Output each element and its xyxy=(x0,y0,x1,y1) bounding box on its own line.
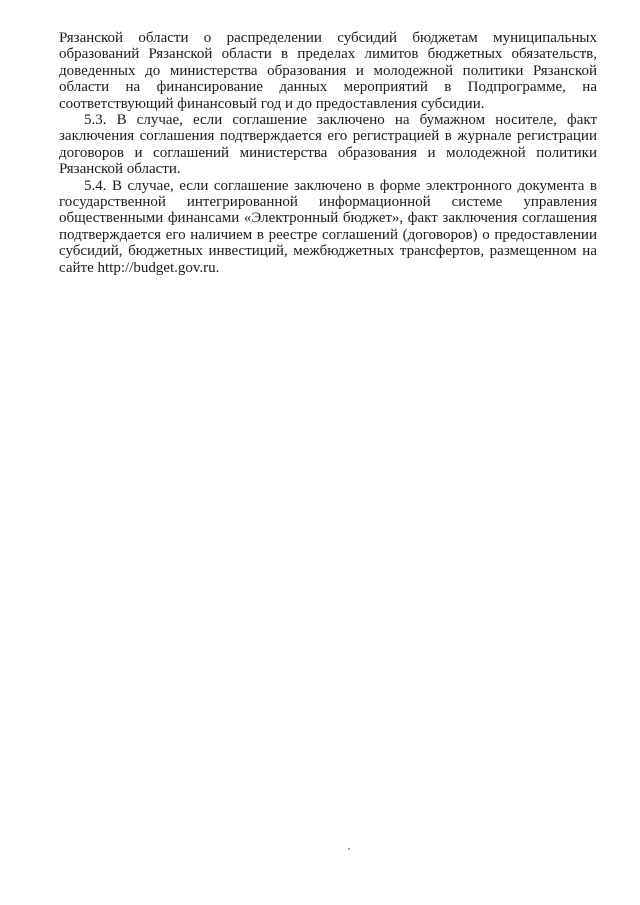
scan-speck xyxy=(348,848,350,850)
paragraph-5-3: 5.3. В случае, если соглашение заключено на бумажном носителе, факт заключения соглашения подтверждается его регистрацией в журнале регистрации договоров и соглашений министерства образования и молодежной политики Рязанской области. xyxy=(59,112,597,178)
paragraph-continuation: Рязанской области о распределении субсидий бюджетам муниципальных образований Рязанской области в пределах лимитов бюджетных обязательств, доведенных до министерства образования и молодежной политики Рязанской области на финансирование данных мероприятий в Подпрограмме, на соответствующий финансовый год и до предоставления субсидии. xyxy=(59,30,597,112)
document-page xyxy=(59,30,597,276)
paragraph-5-4: 5.4. В случае, если соглашение заключено в форме электронного документа в государственной интегрированной информационной системе управления общественными финансами «Электронный бюджет», факт заключения соглашения подтверждается его наличием в реестре соглашений (договоров) о предоставлении субсидий, бюджетных инвестиций, межбюджетных трансфертов, размещенном на сайте http://budget.gov.ru. xyxy=(59,177,597,276)
